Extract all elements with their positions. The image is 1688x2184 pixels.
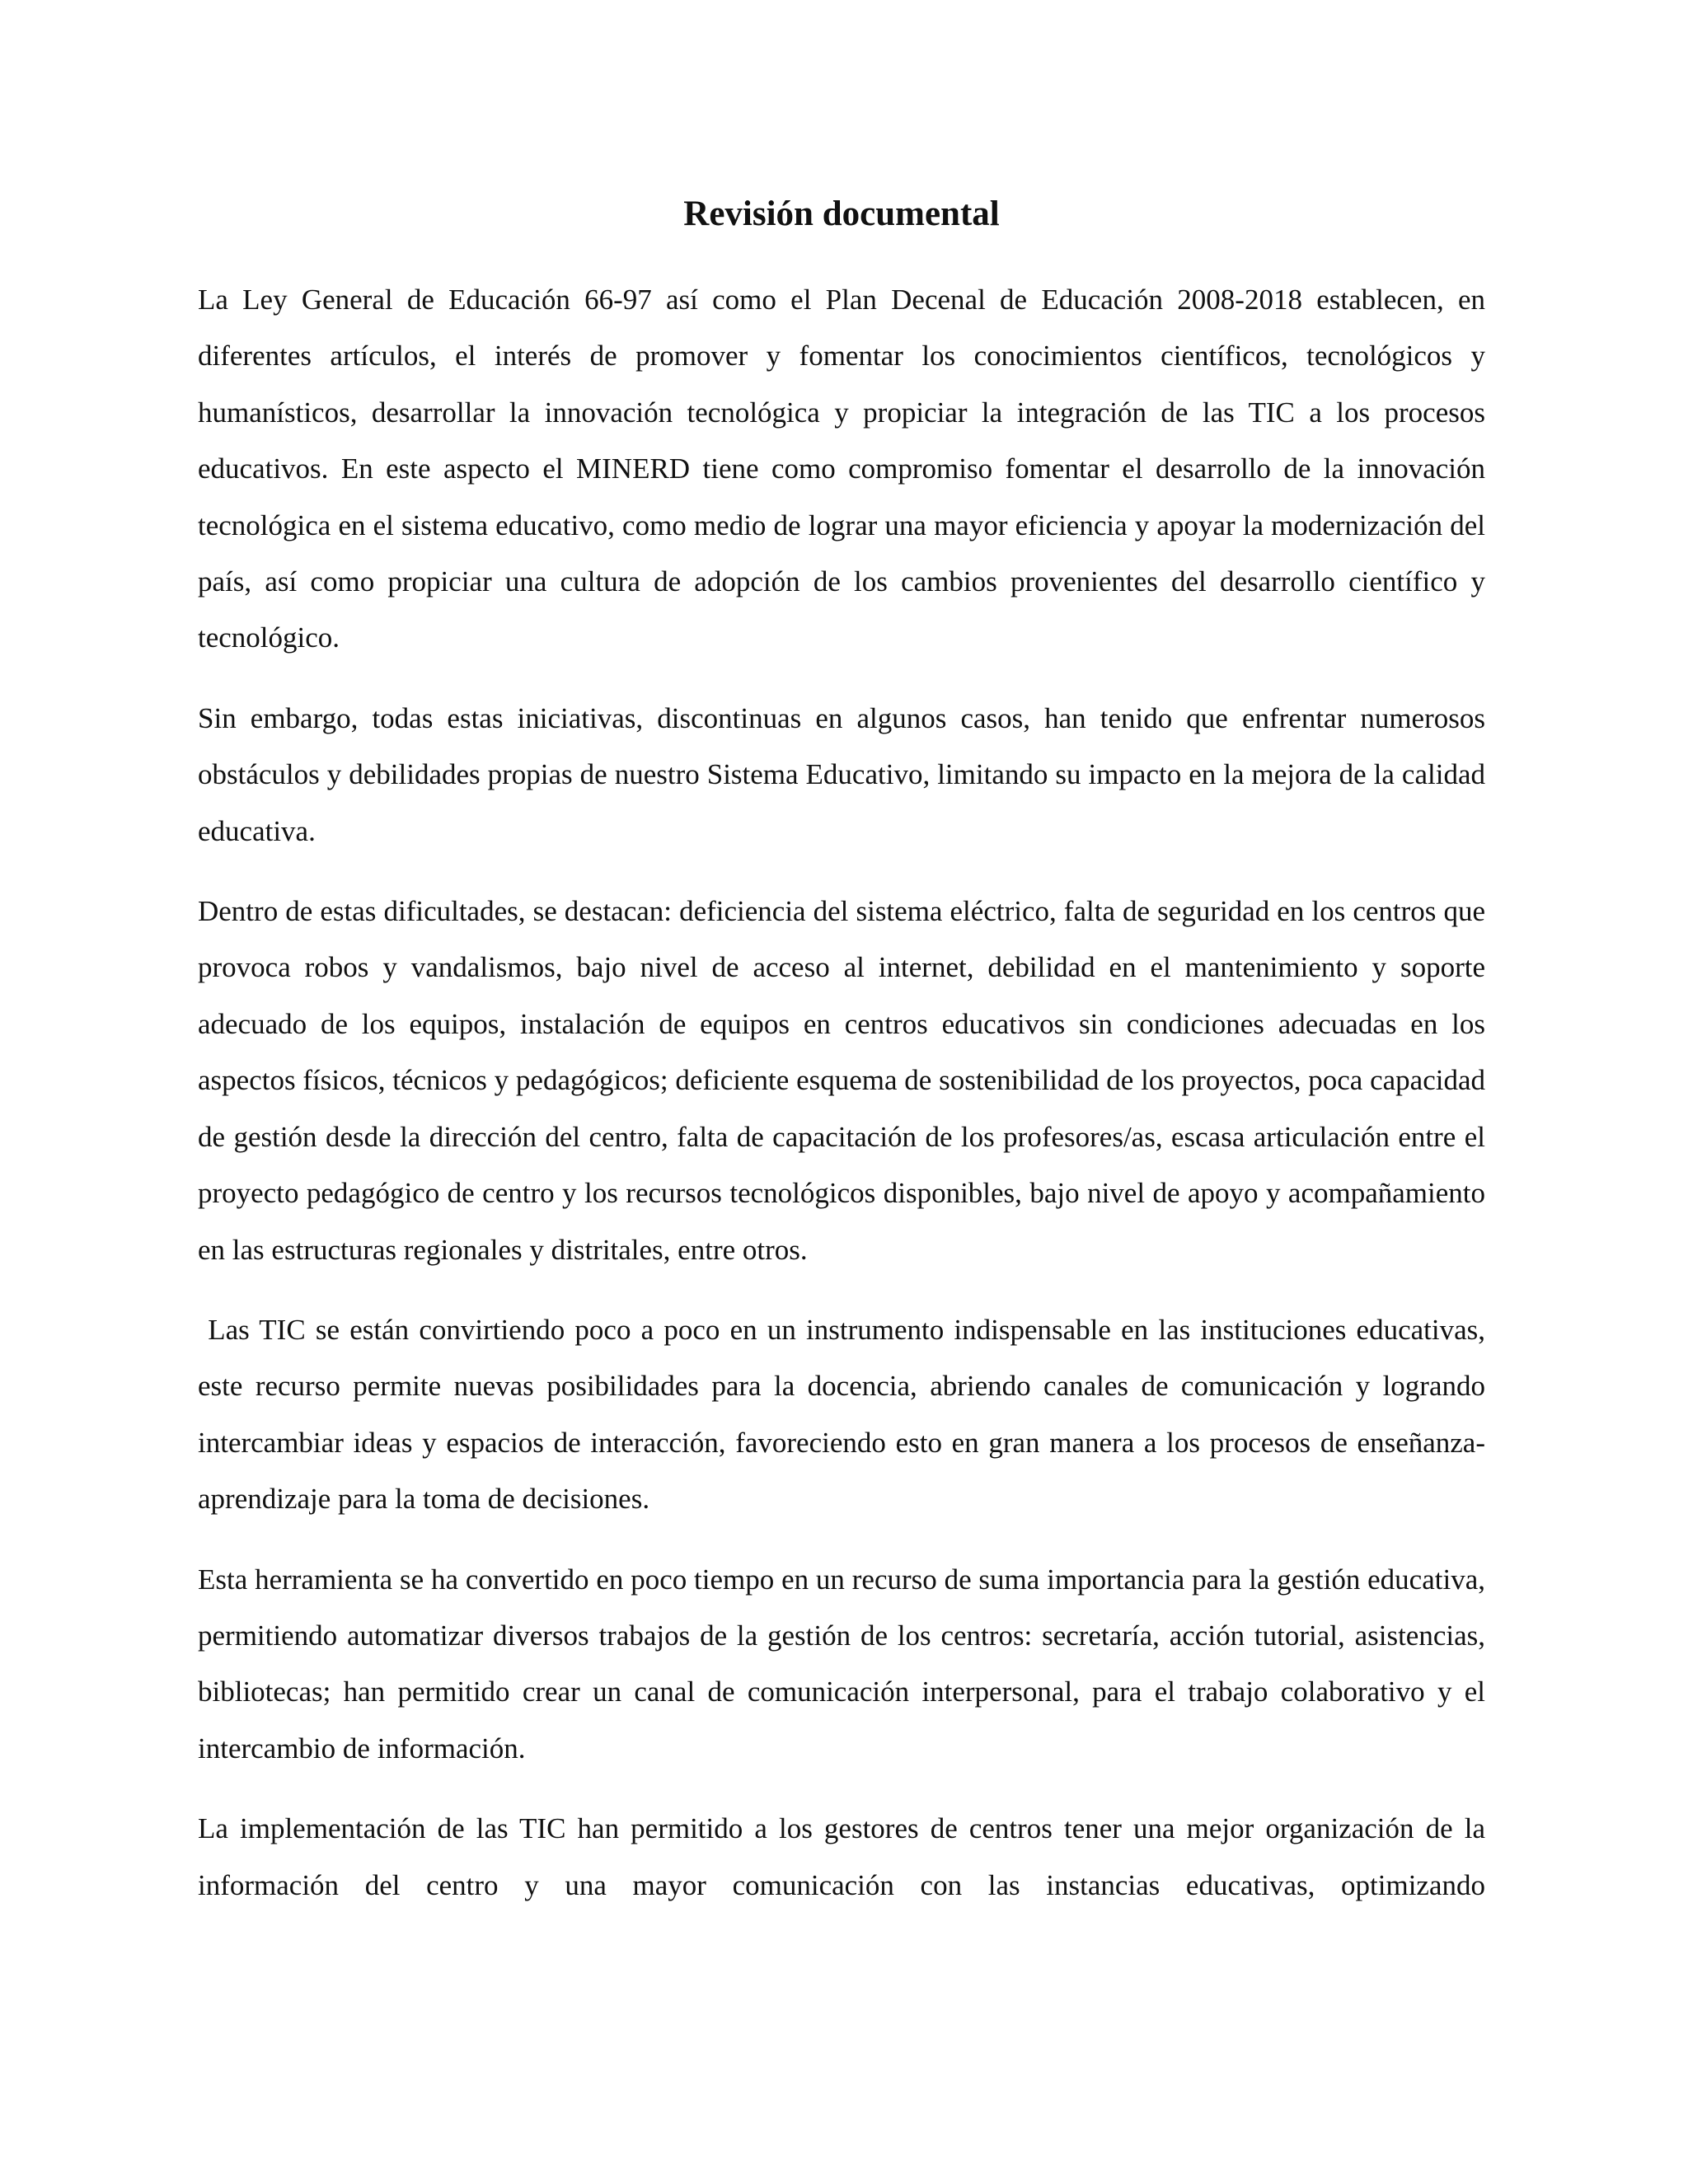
paragraph-ley-general: La Ley General de Educación 66-97 así como el Plan Decenal de Educación 2008-2018 establecen, en diferentes artículos, el interés de promover y fomentar los conocimientos científicos, tecnológicos y humanísticos, desarrollar la innovación tecnológica y propiciar la integración de las TIC a los procesos educativos. En este aspecto el MINERD tiene como compromiso fomentar el desarrollo de la innovación tecnológica en el sistema educativo, como medio de lograr una mayor eficiencia y apoyar la modernización del país, así como propiciar una cultura de adopción de los cambios provenientes del desarrollo científico y tecnológico. — [198, 284, 1485, 654]
paragraph-dificultades: Dentro de estas dificultades, se destacan: deficiencia del sistema eléctrico, falta de seguridad en los centros que provoca robos y vandalismos, bajo nivel de acceso al internet, debilidad en el mantenimiento y soporte adecuado de los equipos, instalación de equipos en centros educativos sin condiciones adecuadas en los aspectos físicos, técnicos y pedagógicos; deficiente esquema de sostenibilidad de los proyectos, poca capacidad de gestión desde la dirección del centro, falta de capacitación de los profesores/as, escasa articulación entre el proyecto pedagógico de centro y los recursos tecnológicos disponibles, bajo nivel de apoyo y acompañamiento en las estructuras regionales y distritales, entre otros. — [198, 895, 1485, 1266]
paragraph-sin-embargo: Sin embargo, todas estas iniciativas, discontinuas en algunos casos, han tenido que enfrentar numerosos obstáculos y debilidades propias de nuestro Sistema Educativo, limitando su impacto en la mejora de la calidad educativa. — [198, 701, 1485, 847]
paragraph-las-tic: Las TIC se están convirtiendo poco a poco en un instrumento indispensable en las instituciones educativas, este recurso permite nuevas posibilidades para la docencia, abriendo canales de comunicación y logrando intercambiar ideas y espacios de interacción, favoreciendo esto en gran manera a los procesos de enseñanza-aprendizaje para la toma de decisiones. — [198, 1313, 1493, 1516]
paragraph-herramienta: Esta herramienta se ha convertido en poco tiempo en un recurso de suma importancia para la gestión educativa, permitiendo automatizar diversos trabajos de la gestión de los centros: secretaría, acción tutorial, asistencias, bibliotecas; han permitido crear un canal de comunicación interpersonal, para el trabajo colaborativo y el intercambio de información. — [198, 1563, 1485, 1765]
paragraph-implementacion: La implementación de las TIC han permitido a los gestores de centros tener una mejor organización de la información del centro y una mayor comunicación con las instancias educativas, optimizando — [198, 1812, 1485, 1901]
document-page — [198, 190, 1493, 1938]
document-title: Revisión documental — [683, 194, 1000, 233]
